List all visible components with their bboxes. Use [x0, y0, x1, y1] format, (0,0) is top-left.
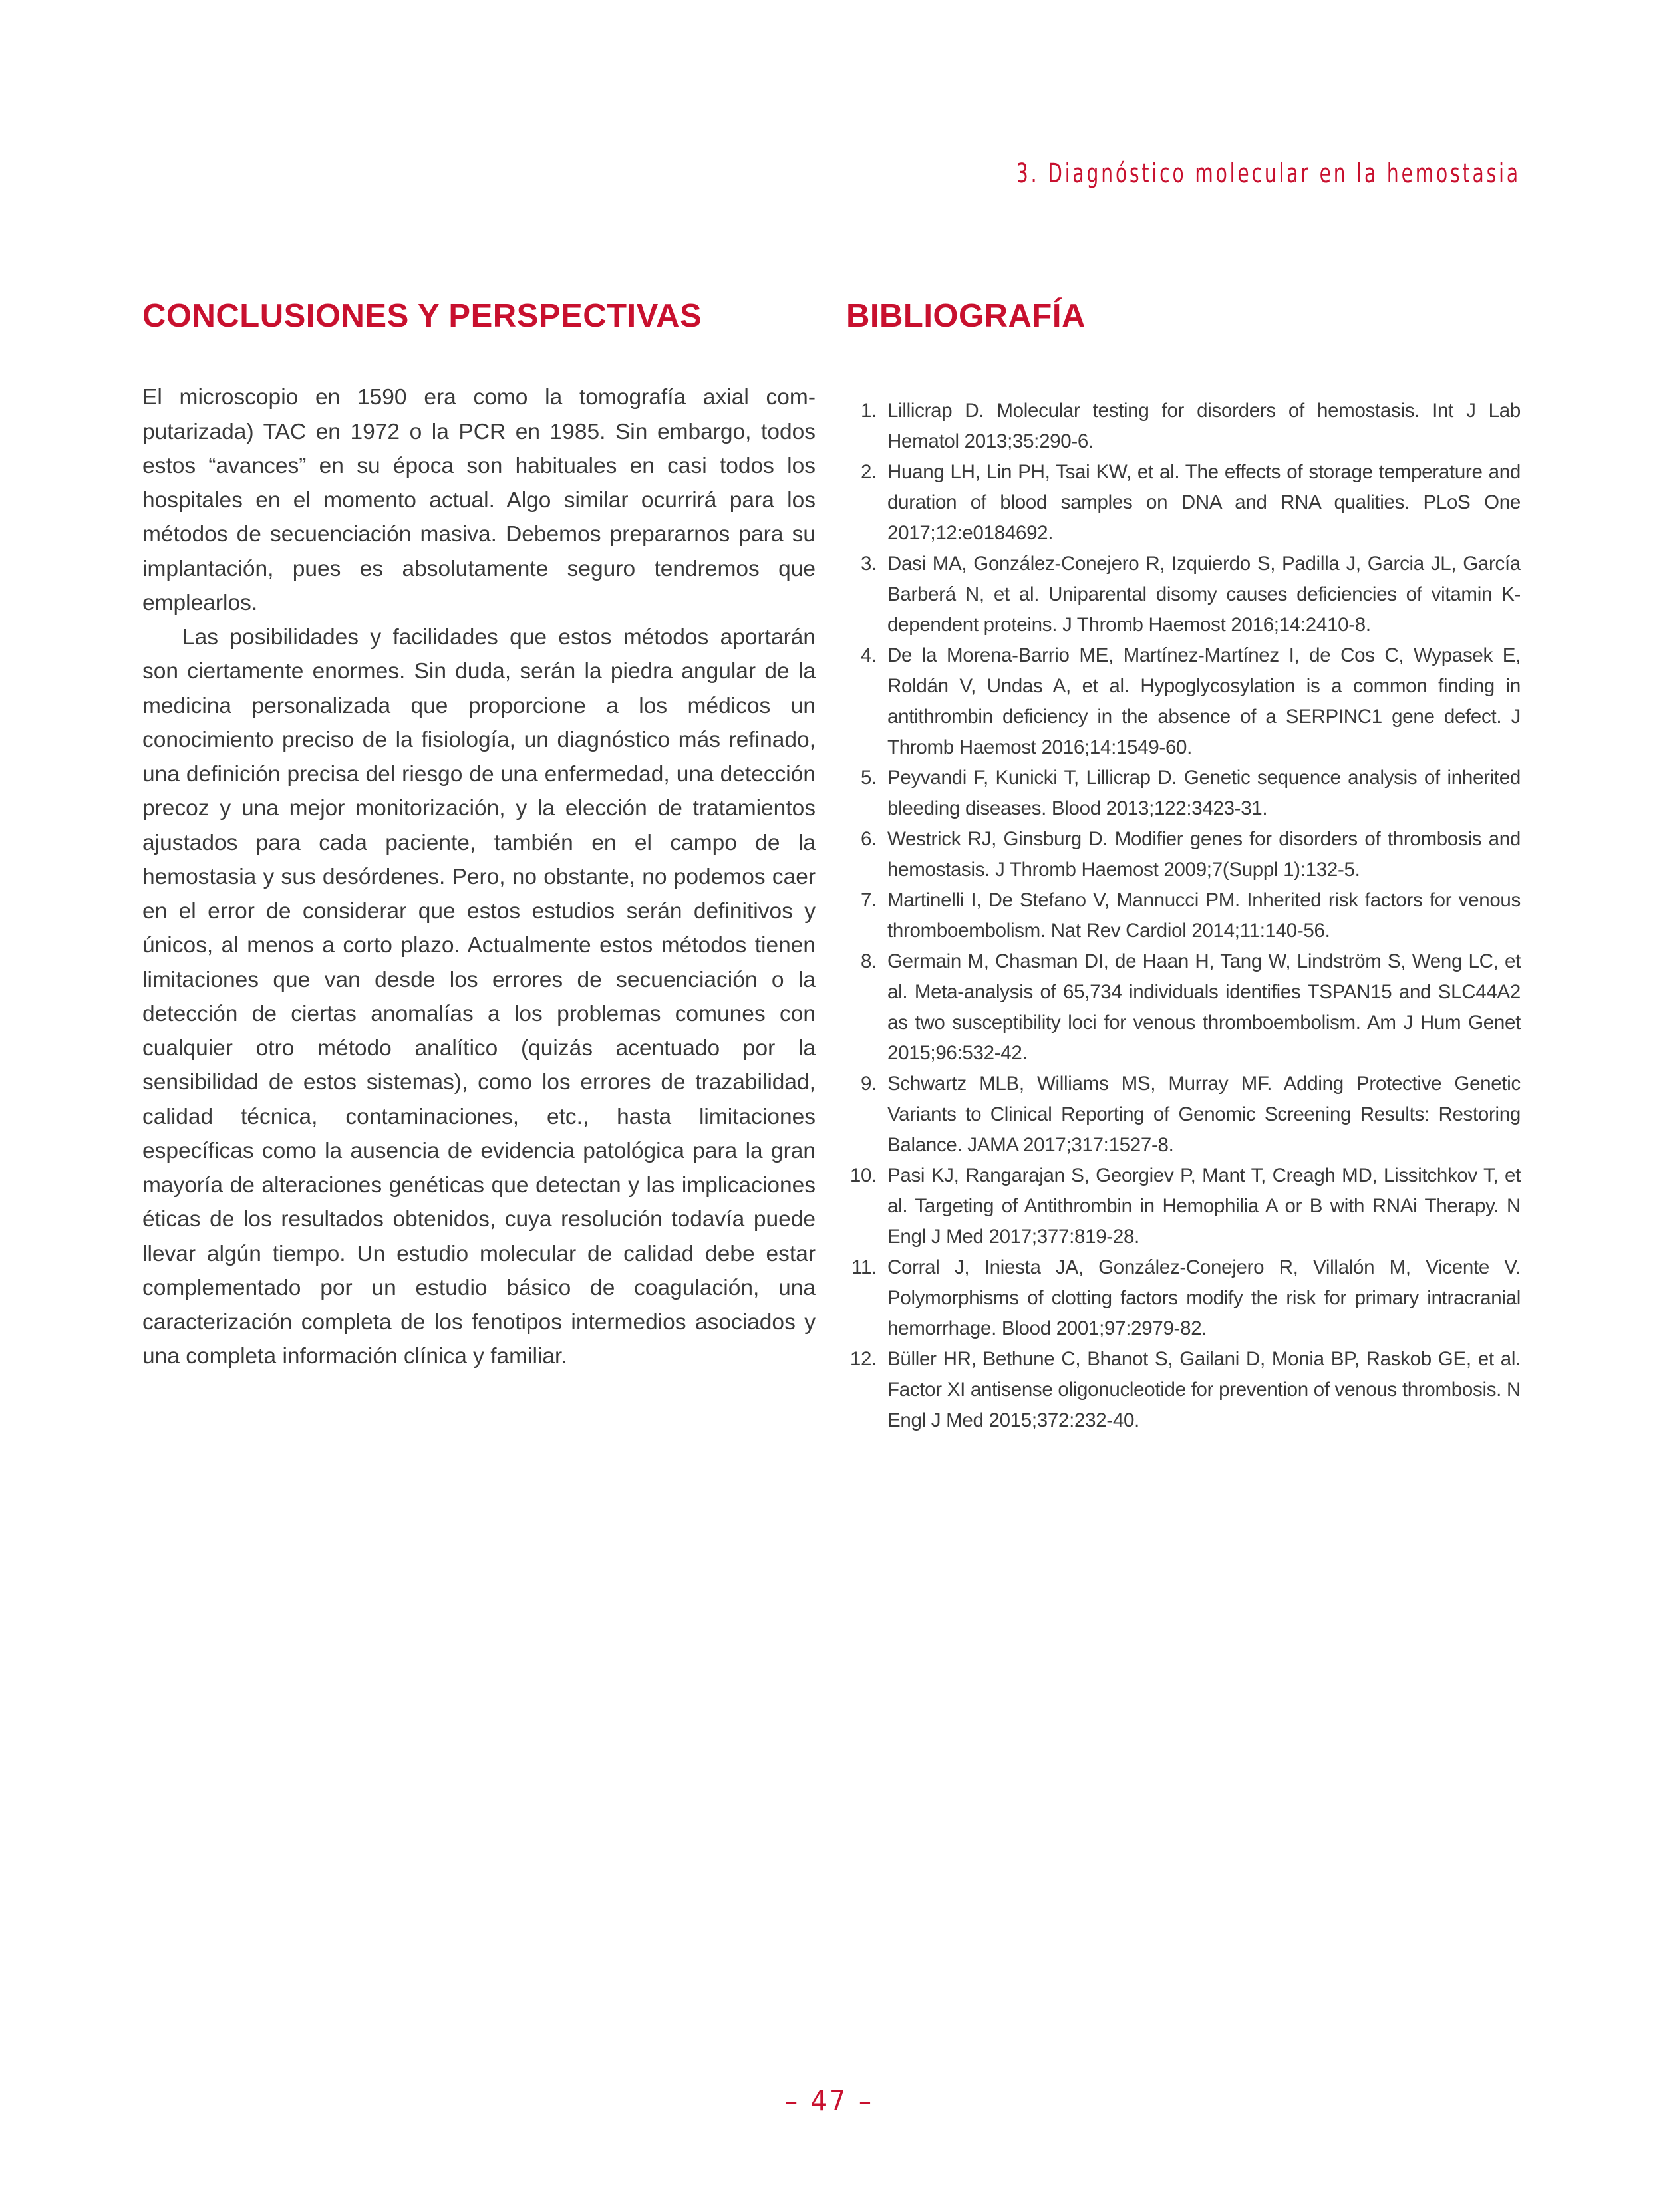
reference-number: 1.	[860, 400, 877, 422]
reference-item	[846, 640, 1521, 763]
reference-text: Büller HR, Bethune C, Bhanot S, Gailani D, Monia BP, Raskob GE, et al. Factor XI antisense oligonucleotide for prevention of venous thrombosis. N Engl J Med 2015;372:232-40.	[887, 1348, 1521, 1431]
reference-number: 11.	[851, 1256, 877, 1278]
conclusions-section	[142, 293, 816, 1374]
reference-number: 12.	[849, 1348, 877, 1370]
reference-item	[846, 885, 1521, 946]
conclusions-paragraph-2: Las posibilidades y facilidades que estos métodos aportarán son ciertamente enormes. Sin duda, serán la piedra angular de la medicina personalizada que proporcione a los médicos un conocimiento preciso de la fisiología, un diagnóstico más refinado, una definición precisa del riesgo de una enfermedad, una detección precoz y una mejor monitorización, y la elección de tratamientos ajustados para cada paciente, también en el campo de la hemostasia y sus desórdenes. Pero, no obstante, no podemos caer en el error de considerar que estos estudios serán definitivos y únicos, al menos a corto plazo. Actualmente estos métodos tienen limitaciones que van desde los errores de secuenciación o la detección de ciertas anomalías a los problemas comunes con cualquier otro método analítico (quizás acentuado por la sensibilidad de estos sistemas), como los errores de trazabilidad, calidad técnica, contaminaciones, etc., hasta limitaciones específicas como la ausencia de evidencia patológica para la gran mayoría de alteraciones genéticas que detectan y las implicaciones éticas de los resultados obtenidos, cuya resolución todavía puede llevar algún tiempo. Un estudio molecular de calidad debe estar complementado por un estudio básico de coagulación, una caracterización completa de los fenotipos intermedios asociados y una completa información clínica y familiar.	[142, 624, 816, 1369]
reference-text: Martinelli I, De Stefano V, Mannucci PM. Inherited risk factors for venous thromboembolism. Nat Rev Cardiol 2014;11:140-56.	[887, 889, 1521, 942]
reference-item	[846, 1161, 1521, 1252]
reference-number: 7.	[860, 889, 877, 911]
conclusions-paragraph-1: El microscopio en 1590 era como la tomografía axial computarizada) TAC en 1972 o la PCR en 1985. Sin embargo, todos estos “avances” en su época son habituales en casi todos los hospitales en el momento actual. Algo similar ocurrirá para los métodos de secuenciación masiva. Debemos prepararnos para su implantación, pues es absolutamente seguro tendremos que emplearlos.	[142, 385, 816, 615]
reference-list	[846, 396, 1521, 1436]
reference-text: Pasi KJ, Rangarajan S, Georgiev P, Mant T, Creagh MD, Lissitchkov T, et al. Targeting of Antithrombin in Hemophilia A or B with RNAi Therapy. N Engl J Med 2017;377:819-28.	[887, 1165, 1521, 1248]
reference-item	[846, 946, 1521, 1069]
reference-number: 6.	[860, 828, 877, 850]
reference-item	[846, 396, 1521, 457]
reference-item	[846, 1252, 1521, 1344]
reference-text: Lillicrap D. Molecular testing for disorders of hemostasis. Int J Lab Hematol 2013;35:290-6.	[887, 400, 1521, 452]
reference-text: Westrick RJ, Ginsburg D. Modifier genes for disorders of thrombosis and hemostasis. J Thromb Haemost 2009;7(Suppl 1):132-5.	[887, 828, 1521, 881]
reference-text: Huang LH, Lin PH, Tsai KW, et al. The effects of storage temperature and duration of blood samples on DNA and RNA qualities. PLoS One 2017;12:e0184692.	[887, 461, 1521, 544]
bibliography-heading: BIBLIOGRAFÍA	[846, 298, 1086, 334]
reference-number: 9.	[860, 1073, 877, 1095]
reference-number: 5.	[860, 767, 877, 789]
reference-item	[846, 1344, 1521, 1436]
reference-text: Peyvandi F, Kunicki T, Lillicrap D. Genetic sequence analysis of inherited bleeding diseases. Blood 2013;122:3423-31.	[887, 767, 1521, 819]
bibliography-section	[846, 293, 1521, 1436]
reference-number: 2.	[860, 461, 877, 483]
conclusions-body	[142, 380, 816, 1374]
conclusions-heading: CONCLUSIONES Y PERSPECTIVAS	[142, 298, 702, 334]
running-header-chapter-title: 3. Diagnóstico molecular en la hemostasia	[1016, 158, 1521, 189]
reference-text: Germain M, Chasman DI, de Haan H, Tang W, Lindström S, Weng LC, et al. Meta-analysis of 65,734 individuals identifies TSPAN15 and SLC44A2 as two susceptibility loci for venous thromboembolism. Am J Hum Genet 2015;96:532-42.	[887, 950, 1521, 1064]
reference-text: Schwartz MLB, Williams MS, Murray MF. Adding Protective Genetic Variants to Clinical Reporting of Genomic Screening Results: Restoring Balance. JAMA 2017;317:1527-8.	[887, 1073, 1521, 1156]
reference-item	[846, 549, 1521, 640]
reference-number: 3.	[860, 553, 877, 575]
reference-item	[846, 763, 1521, 824]
reference-number: 10.	[849, 1165, 877, 1186]
page-number: – 47 –	[785, 2084, 874, 2117]
reference-number: 4.	[860, 644, 877, 666]
reference-item	[846, 457, 1521, 549]
reference-item	[846, 824, 1521, 885]
reference-text: Corral J, Iniesta JA, González-Conejero R, Villalón M, Vicente V. Polymorphisms of clotting factors modify the risk for primary intracranial hemorrhage. Blood 2001;97:2979-82.	[887, 1256, 1521, 1339]
reference-number: 8.	[860, 950, 877, 972]
reference-text: Dasi MA, González-Conejero R, Izquierdo S, Padilla J, Garcia JL, García Barberá N, et al. Uniparental disomy causes deficiencies of vitamin K-dependent proteins. J Thromb Haemost 2016;14:2410-8.	[887, 553, 1521, 636]
reference-item	[846, 1069, 1521, 1161]
reference-text: De la Morena-Barrio ME, Martínez-Martínez I, de Cos C, Wypasek E, Roldán V, Undas A, et al. Hypoglycosylation is a common finding in antithrombin deficiency in the absence of a SERPINC1 gene defect. J Thromb Haemost 2016;14:1549-60.	[887, 644, 1521, 758]
